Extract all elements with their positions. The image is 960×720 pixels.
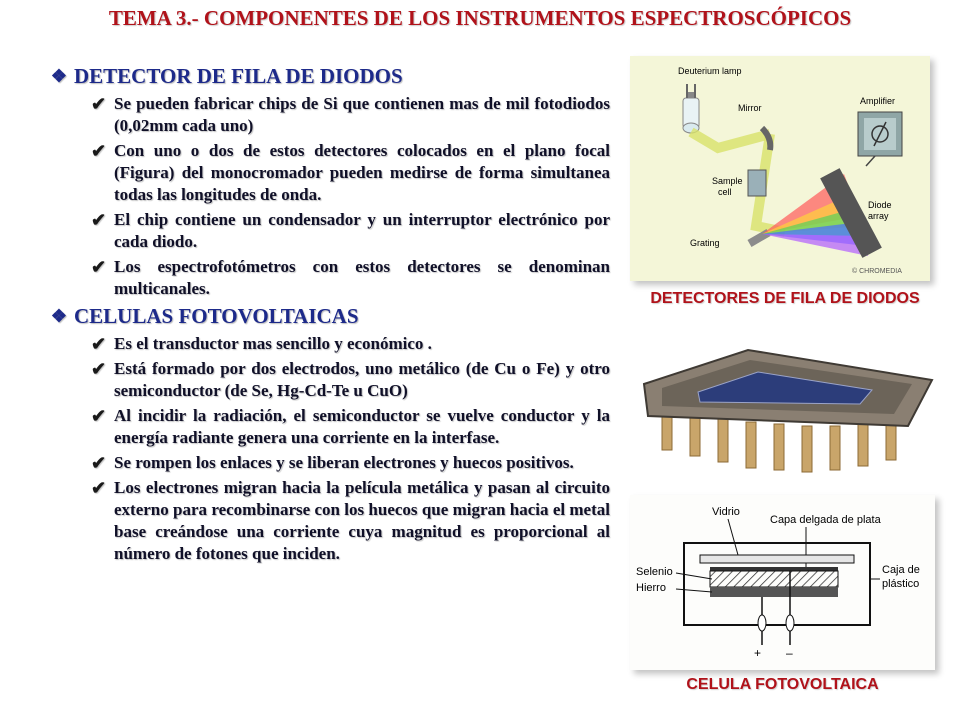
- bullet-list: [50, 333, 610, 565]
- label-plus: +: [754, 646, 762, 660]
- list-item: [50, 358, 610, 402]
- diode-array-diagram: [630, 56, 930, 281]
- list-item: [50, 209, 610, 253]
- diode-array-svg: [630, 56, 930, 281]
- chip-svg: [638, 340, 938, 480]
- diode-array-chip-image: [638, 340, 938, 480]
- label-minus: –: [786, 646, 793, 660]
- label-plastico: plástico: [882, 578, 920, 590]
- checkmark-icon: ✔: [91, 453, 107, 473]
- bullet-text: Se rompen los enlaces y se liberan electrones y huecos positivos.: [114, 453, 574, 472]
- bullet-text: Es el transductor mas sencillo y económico .: [114, 334, 432, 353]
- checkmark-icon: ✔: [91, 257, 107, 277]
- caption-photovoltaic: CELULA FOTOVOLTAICA: [686, 676, 879, 693]
- label-vidrio: Vidrio: [712, 506, 740, 518]
- list-item: [50, 140, 610, 206]
- diamond-bullet-icon: ❖: [50, 306, 68, 326]
- label-deuterium-lamp: Deuterium lamp: [678, 66, 742, 76]
- bullet-text: Los espectrofotómetros con estos detectores se denominan multicanales.: [114, 257, 610, 298]
- checkmark-icon: ✔: [91, 359, 107, 379]
- checkmark-icon: ✔: [91, 478, 107, 498]
- label-sample: Sample: [712, 176, 743, 186]
- label-credit: © CHROMEDIA: [852, 268, 902, 275]
- label-diode: Diode: [868, 200, 892, 210]
- checkmark-icon: ✔: [91, 94, 107, 114]
- label-cell: cell: [718, 187, 732, 197]
- sample-cell-icon: [748, 170, 766, 196]
- list-item: [50, 452, 610, 474]
- checkmark-icon: ✔: [91, 406, 107, 426]
- photocell-svg: [630, 495, 935, 670]
- bullet-list: [50, 93, 610, 300]
- label-selenio: Selenio: [636, 566, 673, 578]
- checkmark-icon: ✔: [91, 210, 107, 230]
- checkmark-icon: ✔: [91, 141, 107, 161]
- diamond-bullet-icon: ❖: [50, 66, 68, 86]
- section-diode-array: [50, 64, 610, 300]
- label-array: array: [868, 211, 889, 221]
- bullet-text: Con uno o dos de estos detectores colocados en el plano focal (Figura) del monocromador pueden medirse de forma simultanea todas las longitudes de onda.: [114, 141, 610, 204]
- bullet-text: Se pueden fabricar chips de Si que contienen mas de mil fotodiodos (0,02mm cada uno): [114, 94, 610, 135]
- list-item: [50, 477, 610, 565]
- bullet-text: Los electrones migran hacia la película metálica y pasan al circuito externo para recombinarse con los huecos que migran hacia el metal base creándose una corriente cuya magnitud es proporcional al número de fotones que inciden.: [114, 478, 610, 563]
- list-item: [50, 333, 610, 355]
- label-hierro: Hierro: [636, 582, 666, 594]
- text-column: [50, 64, 610, 568]
- selenium-layer: [710, 571, 838, 587]
- iron-base: [710, 587, 838, 597]
- label-mirror: Mirror: [738, 103, 762, 113]
- silver-film: [710, 567, 838, 571]
- glass-layer: [700, 555, 854, 563]
- section-heading-text: DETECTOR DE FILA DE DIODOS: [74, 64, 403, 88]
- label-caja: Caja de: [882, 564, 920, 576]
- section-heading: [50, 64, 610, 89]
- slide-title: TEMA 3.- COMPONENTES DE LOS INSTRUMENTOS ESPECTROSCÓPICOS: [108, 6, 852, 30]
- terminal-positive: [786, 615, 794, 631]
- list-item: [50, 256, 610, 300]
- label-capa-plata: Capa delgada de plata: [770, 514, 881, 526]
- list-item: [50, 93, 610, 137]
- photovoltaic-cell-diagram: [630, 495, 935, 670]
- amplifier-icon: [858, 112, 902, 156]
- label-grating: Grating: [690, 238, 720, 248]
- bullet-text: Al incidir la radiación, el semiconductor se vuelve conductor y la energía radiante genera una corriente en la interfase.: [114, 406, 610, 447]
- label-amplifier: Amplifier: [860, 96, 896, 106]
- terminal-negative: [758, 615, 766, 631]
- bullet-text: El chip contiene un condensador y un interruptor electrónico por cada diodo.: [114, 210, 610, 251]
- caption-diode-array: DETECTORES DE FILA DE DIODOS: [650, 290, 920, 307]
- section-heading-text: CELULAS FOTOVOLTAICAS: [74, 304, 359, 328]
- section-heading: [50, 304, 610, 329]
- bullet-text: Está formado por dos electrodos, uno metálico (de Cu o Fe) y otro semiconductor (de Se, Hg-Cd-Te u CuO): [114, 359, 610, 400]
- list-item: [50, 405, 610, 449]
- checkmark-icon: ✔: [91, 334, 107, 354]
- section-photovoltaic: [50, 304, 610, 565]
